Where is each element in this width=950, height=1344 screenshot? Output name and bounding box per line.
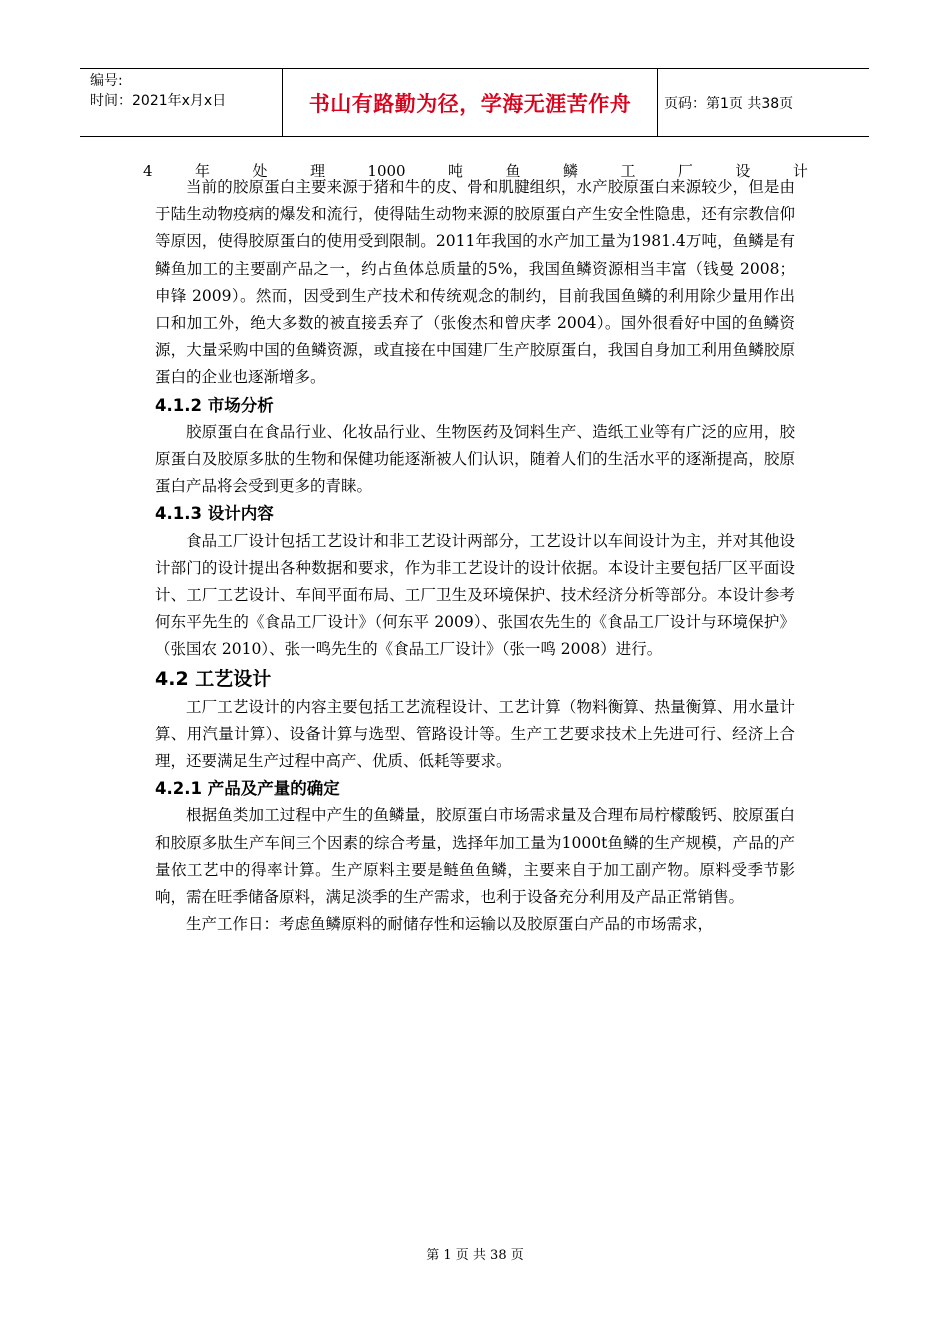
page-footer: 第 1 页 共 38 页: [426, 1248, 524, 1263]
paragraph-product-output: 根据鱼类加工过程中产生的鱼鳞量，胶原蛋白市场需求量及合理布局柠檬酸钙、胶原蛋白和胶原多肽生产车间三个因素的综合考量，选择年加工量为1000t鱼鳞的生产规模，产品的产量依工艺中的得率计算。生产原料主要是鲢鱼鱼鳞，主要来自于加工副产物。原料受季节影响，需在旺季储备原料，满足淡季的生产需求，也利于设备充分利用及产品正常销售。: [155, 806, 795, 907]
header-motto: 书山有路勤为径，学海无涯苦作舟: [282, 69, 658, 136]
time-label: 时间：2021年x月x日: [90, 93, 227, 109]
heading-market-analysis: 4.1.2 市场分析: [155, 395, 274, 415]
title-char: 计: [792, 162, 808, 180]
title-char: 厂: [677, 162, 693, 180]
heading-product-output: 4.2.1 产品及产量的确定: [155, 779, 340, 799]
title-char: 理: [309, 162, 325, 180]
title-char: 吨: [448, 162, 464, 180]
heading-process-design: 4.2 工艺设计: [155, 667, 272, 690]
header-page-info: 页码：第1页 共38页: [664, 95, 794, 112]
title-char: 1000: [367, 162, 406, 180]
heading-design-content: 4.1.3 设计内容: [155, 504, 274, 524]
number-label: 编号:: [90, 73, 123, 89]
title-char: 处: [252, 162, 268, 180]
paragraph-market: 胶原蛋白在食品行业、化妆品行业、生物医药及饲料生产、造纸工业等有广泛的应用，胶原蛋白及胶原多肽的生物和保健功能逐渐被人们认识，随着人们的生活水平的逐渐提高，胶原蛋白产品将会受到更多的青睐。: [155, 422, 795, 496]
paragraph-collagen-sources: 当前的胶原蛋白主要来源于猪和牛的皮、骨和肌腱组织，水产胶原蛋白来源较少，但是由于陆生动物疫病的爆发和流行，使得陆生动物来源的胶原蛋白产生安全性隐患，还有宗教信仰等原因，使得胶原蛋白的使用受到限制。2011年我国的水产加工量为1981.4万吨，鱼鳞是有鳞鱼加工的主要副产品之一，约占鱼体总质量的5%，我国鱼鳞资源相当丰富（钱曼 2008；申锋 2009）。然而，因受到生产技术和传统观念的制约，目前我国鱼鳞的利用除少量用作出口和加工外，绝大多数的被直接丢弃了（张俊杰和曾庆孝 2004）。国外很看好中国的鱼鳞资源，大量采购中国的鱼鳞资源，或直接在中国建厂生产胶原蛋白，我国自身加工利用鱼鳞胶原蛋白的企业也逐渐增多。: [155, 178, 795, 387]
title-char: 设: [735, 162, 751, 180]
title-char: 4: [143, 162, 153, 180]
page-header: [80, 68, 869, 137]
title-char: 鱼: [505, 162, 521, 180]
paragraph-work-days: 生产工作日：考虑鱼鳞原料的耐储存性和运输以及胶原蛋白产品的市场需求，: [186, 915, 714, 934]
header-meta: [80, 69, 282, 136]
title-char: 鳞: [562, 162, 578, 180]
title-char: 工: [620, 162, 636, 180]
title-char: 年: [195, 162, 211, 180]
document-body: [155, 174, 795, 938]
paragraph-design-content: 食品工厂设计包括工艺设计和非工艺设计两部分，工艺设计以车间设计为主，并对其他设计部门的设计提出各种数据和要求，作为非工艺设计的设计依据。本设计主要包括厂区平面设计、工厂工艺设计、车间平面布局、工厂卫生及环境保护、技术经济分析等部分。本设计参考何东平先生的《食品工厂设计》（何东平 2009）、张国农先生的《食品工厂设计与环境保护》（张国农 2010）、张一鸣先生的《食品工厂设计》（张一鸣 2008）进行。: [155, 531, 795, 659]
paragraph-process-design: 工厂工艺设计的内容主要包括工艺流程设计、工艺计算（物料衡算、热量衡算、用水量计算、用汽量计算）、设备计算与选型、管路设计等。生产工艺要求技术上先进可行、经济上合理，还要满足生产过程中高产、优质、低耗等要求。: [155, 697, 795, 771]
